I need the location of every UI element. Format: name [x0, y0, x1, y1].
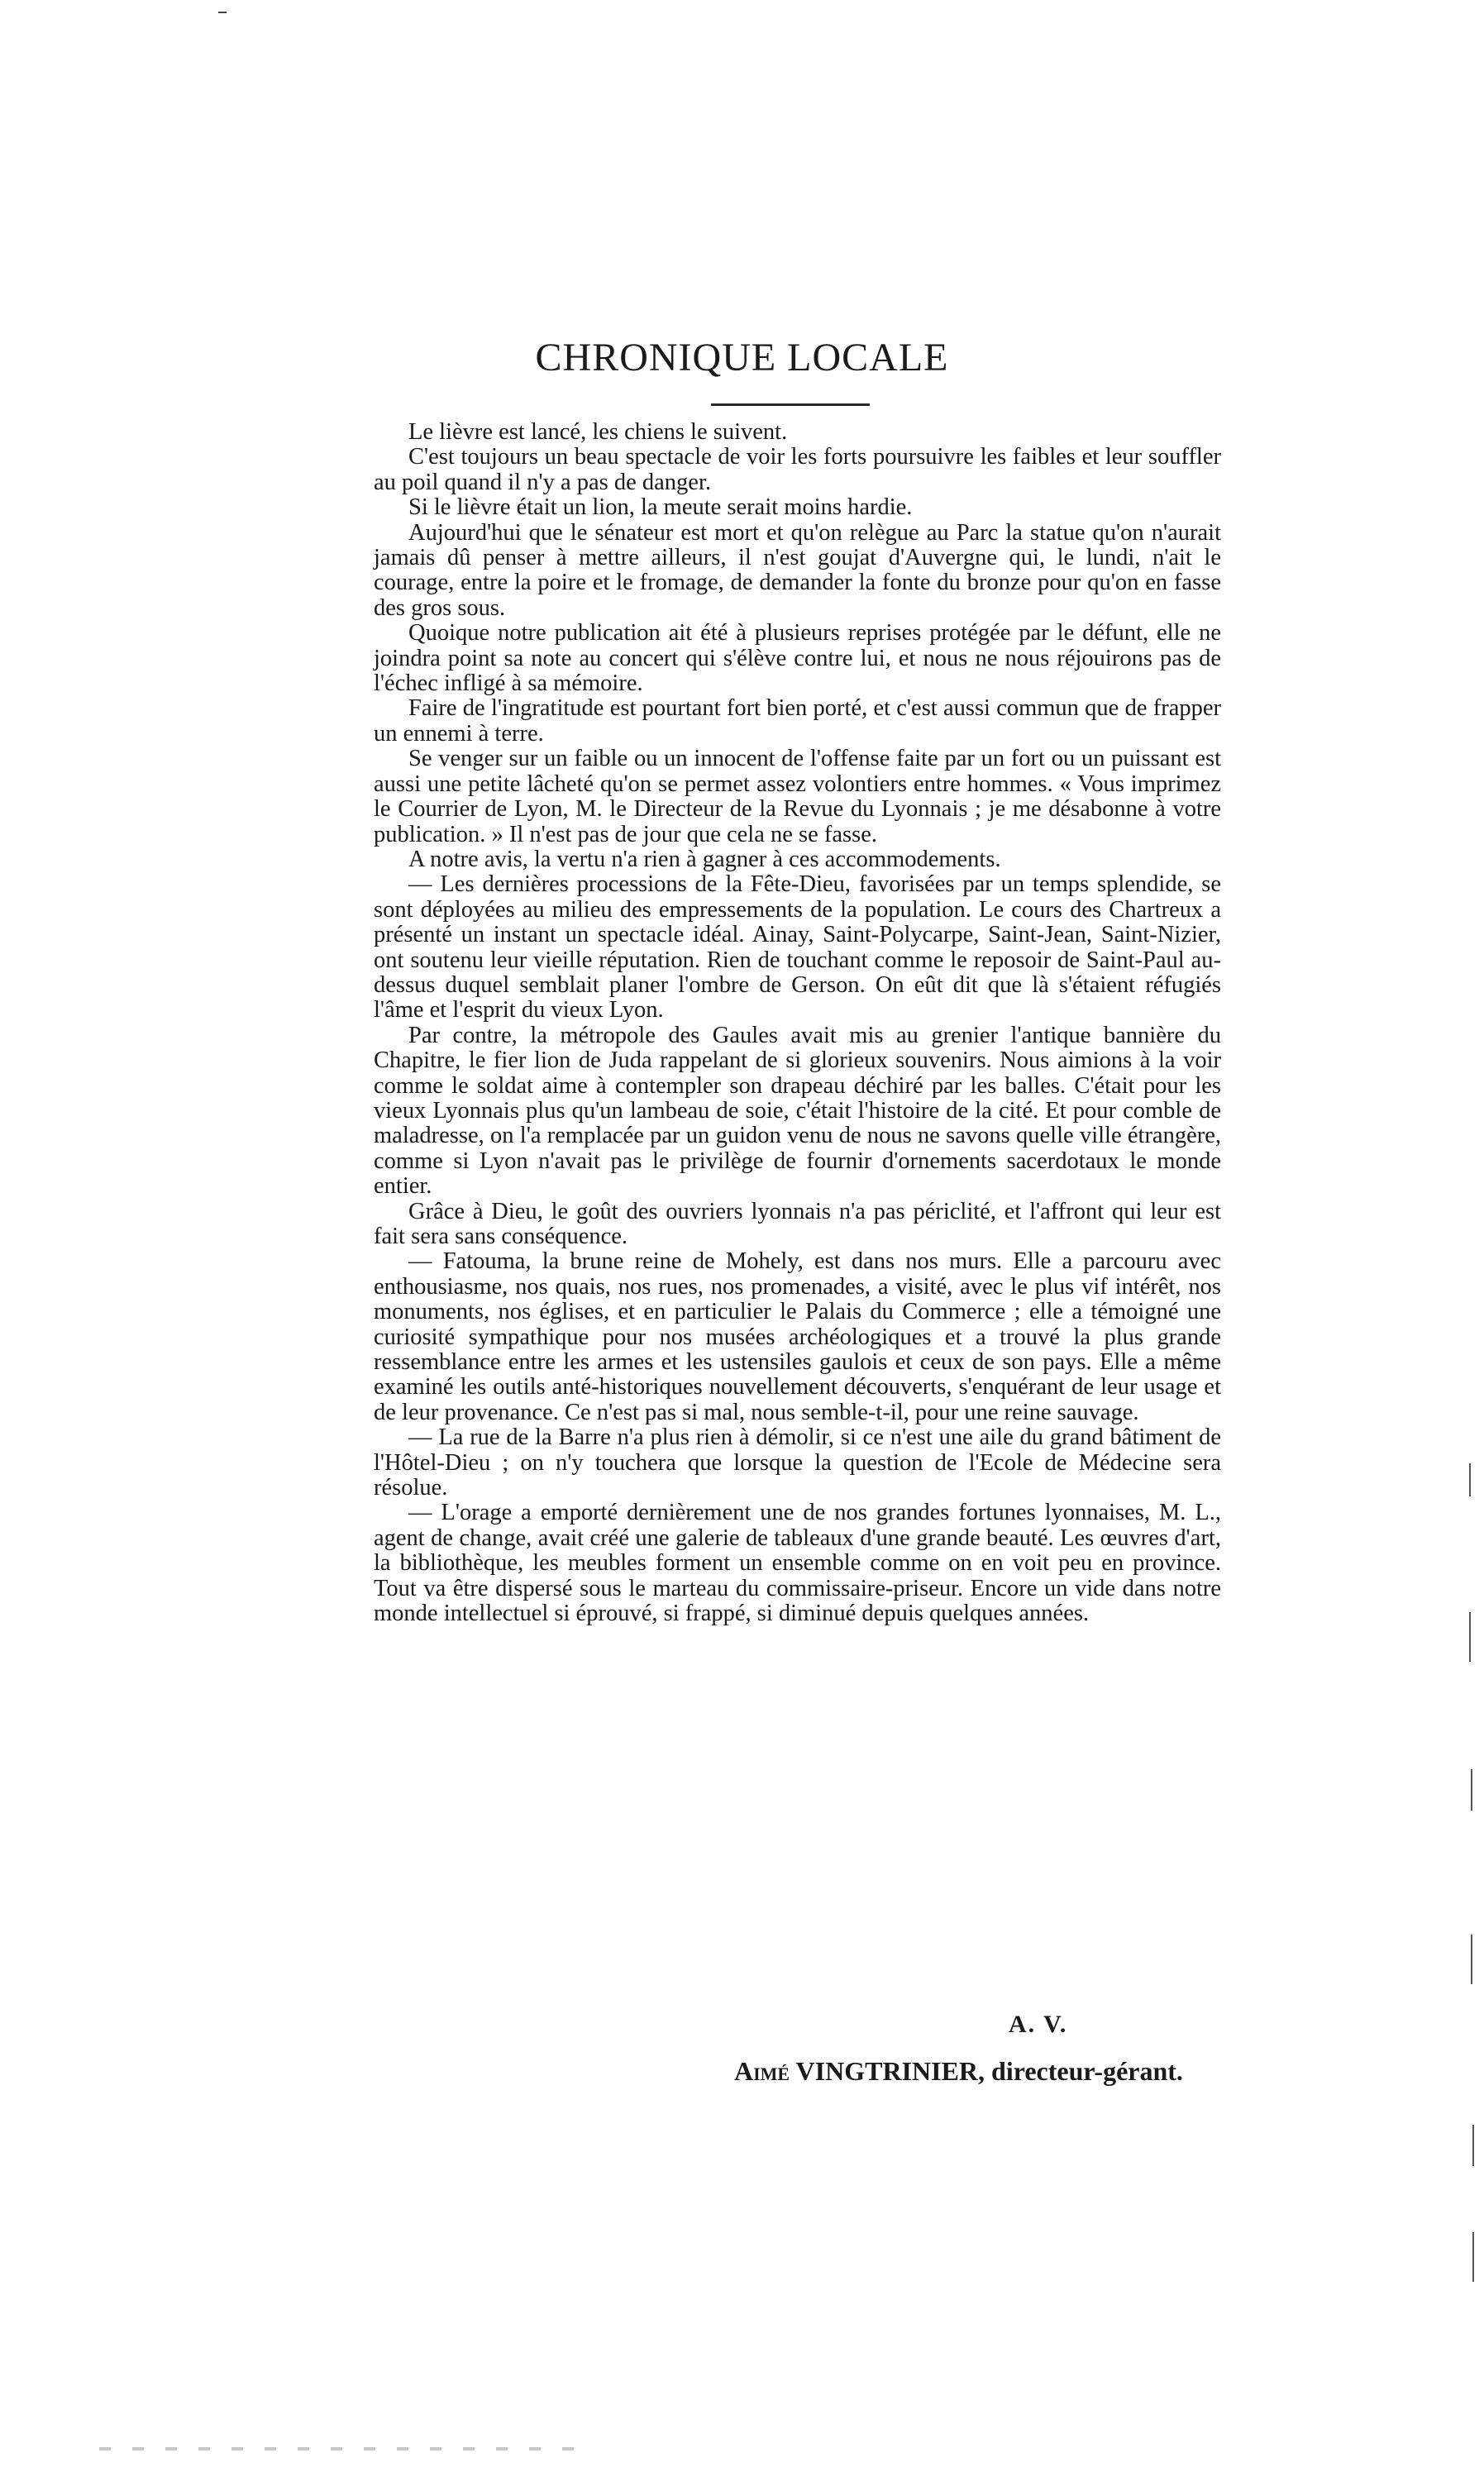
paragraph: Le lièvre est lancé, les chiens le suivent.	[408, 419, 788, 445]
paragraph: Aujourd'hui que le sénateur est mort et qu'on relègue au Parc la statue qu'on n'aurait jamais dû penser à mettre ailleurs, il n'est goujat d'Auvergne qui, le lundi, n'ait le courage, entre la poire et le fromage, de demander la fonte du bronze pour qu'on en fasse des gros sous.	[374, 519, 1221, 621]
paragraph: — Les dernières processions de la Fête-Dieu, favorisées par un temps splendide, se sont déployées au milieu des empressements de la population. Le cours des Chartreux a présenté un instant un spectacle idéal. Ainay, Saint-Polycarpe, Saint-Jean, Saint-Nizier, ont soutenu leur vieille réputation. Rien de touchant comme le reposoir de Saint-Paul au-dessus duquel semblait planer l'ombre de Gerson. On eût dit que là s'étaient réfugiés l'âme et l'esprit du vieux Lyon.	[374, 871, 1221, 1024]
paragraph: — La rue de la Barre n'a plus rien à démolir, si ce n'est une aile du grand bâtiment de l'Hôtel-Dieu ; on n'y touchera que lorsque la question de l'Ecole de Médecine sera résolue.	[374, 1424, 1221, 1501]
page-title: CHRONIQUE LOCALE	[535, 336, 949, 379]
margin-mark	[1469, 1612, 1471, 1662]
margin-mark	[1471, 1769, 1472, 1811]
paragraph: Si le lièvre était un lion, la meute serait moins hardie.	[408, 494, 913, 521]
paragraph: — Fatouma, la brune reine de Mohely, est dans nos murs. Elle a parcouru avec enthousiasme, nos quais, nos rues, nos promenades, a visité, avec le plus vif intérêt, nos monuments, nos églises, et en particulier le Palais du Commerce ; elle a témoigné une curiosité sympathique pour nos musées archéologiques et a trouvé la plus grande ressemblance entre les armes et les ustensiles gaulois et ceux de son pays. Elle a même examiné les outils anté-historiques nouvellement découverts, s'enquérant de leur usage et de leur provenance. Ce n'est pas si mal, nous semble-t-il, pour une reine sauvage.	[374, 1248, 1221, 1425]
paragraph: Grâce à Dieu, le goût des ouvriers lyonnais n'a pas périclité, et l'affront qui leur est fait sera sans conséquence.	[374, 1198, 1221, 1249]
margin-mark	[1472, 2125, 1474, 2166]
paragraph: Par contre, la métropole des Gaules avait mis au grenier l'antique bannière du Chapitre, le fier lion de Juda rappelant de si glorieux souvenirs. Nous aimions à la voir comme le soldat aime à contempler son drapeau déchiré par les balles. C'était pour les vieux Lyonnais plus qu'un lambeau de soie, c'était l'histoire de la cité. Et pour comble de maladresse, on l'a remplacée par un guidon venu de nous ne savons quelle ville étrangère, comme si Lyon n'avait pas le privilège de fournir d'ornements sacerdotaux le monde entier.	[374, 1022, 1221, 1200]
author-initials: A. V.	[1009, 2011, 1068, 2038]
paragraph: Faire de l'ingratitude est pourtant fort bien porté, et c'est aussi commun que de frapper un ennemi à terre.	[374, 695, 1221, 747]
paragraph: Quoique notre publication ait été à plusieurs reprises protégée par le défunt, elle ne joindra point sa note au concert qui s'élève contre lui, et nous ne nous réjouirons pas de l'échec infligé à sa mémoire.	[374, 620, 1221, 697]
article-body	[374, 420, 1221, 1627]
corner-mark	[218, 12, 227, 13]
margin-mark	[1469, 1463, 1471, 1496]
paragraph: A notre avis, la vertu n'a rien à gagner à ces accommodements.	[408, 846, 1001, 872]
signature-role: directeur-gérant.	[991, 2056, 1183, 2086]
title-rule	[711, 403, 870, 406]
margin-mark	[1472, 2232, 1474, 2282]
paragraph: C'est toujours un beau spectacle de voir les forts poursuivre les faibles et leur souffler au poil quand il n'y a pas de danger.	[374, 444, 1221, 495]
signature-name: Aimé VINGTRINIER,	[734, 2056, 985, 2086]
scan-artifact	[99, 2447, 595, 2450]
signature-line	[734, 2056, 1183, 2087]
paragraph: Se venger sur un faible ou un innocent de l'offense faite par un fort ou un puissant est aussi une petite lâcheté qu'on se permet assez volontiers entre hommes. « Vous imprimez le Courrier de Lyon, M. le Directeur de la Revue du Lyonnais ; je me désabonne à votre publication. » Il n'est pas de jour que cela ne se fasse.	[374, 746, 1221, 847]
paragraph: — L'orage a emporté dernièrement une de nos grandes fortunes lyonnaises, M. L., agent de change, avait créé une galerie de tableaux d'une grande beauté. Les œuvres d'art, la bibliothèque, les meubles forment un ensemble comme on en voit peu en province. Tout va être dispersé sous le marteau du commissaire-priseur. Encore un vide dans notre monde intellectuel si éprouvé, si frappé, si diminué depuis quelques années.	[374, 1500, 1221, 1627]
margin-mark	[1471, 1935, 1472, 1984]
